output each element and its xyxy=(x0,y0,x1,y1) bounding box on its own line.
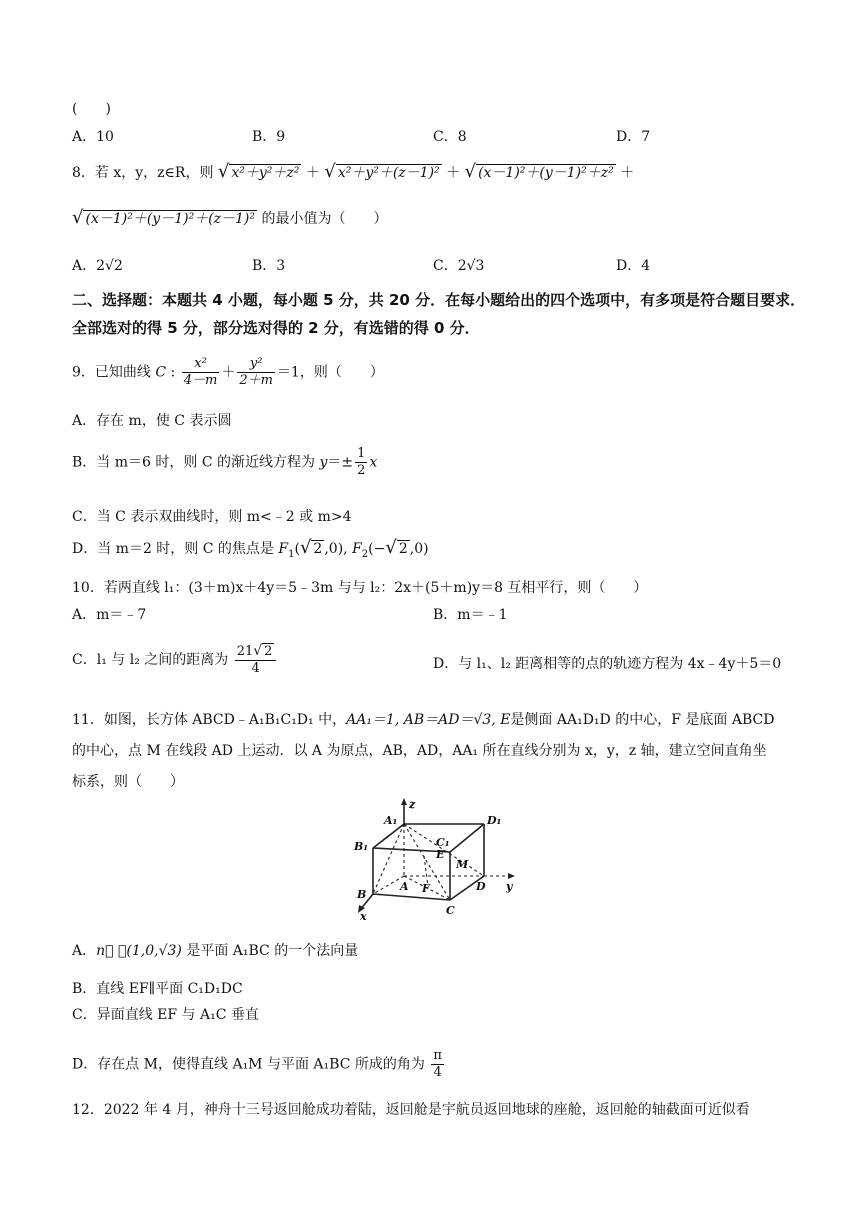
q8-stem-line1: 8．若 x，y，z∈R，则 √ x²＋y²＋z² ＋ √ x²＋y²＋(z－1)² ＋ √ (x－1)²＋(y－1)²＋z² ＋ xyxy=(72,161,635,182)
fig-label-c: C xyxy=(446,904,455,917)
fig-label-b1: B₁ xyxy=(354,840,369,853)
section2-heading: 二、选择题：本题共 4 小题，每小题 5 分，共 20 分．在每小题给出的四个选项中，有多项是符合题目要求．全部选对的得 5 分，部分选对得的 2 分，有选错的得 0 分． xyxy=(72,291,806,337)
q8-option-b: B．3 xyxy=(252,258,286,274)
q10-stem: 10．若两直线 l₁：(3＋m)x＋4y＝5﹣3m 与与 l₂：2x＋(5＋m)y＝8 互相平行，则（ ） xyxy=(72,580,648,596)
q9-stem: 9．已知曲线 C : $\frac{\text{x²}}{4-m}$ ＋ $\frac{\text{y²}}{2+m}$ ＝1，则（ ） xyxy=(72,356,384,388)
q7-bracket: ( ) xyxy=(72,101,111,117)
q11-cuboid-figure xyxy=(340,796,530,920)
q11-option-b: B．直线 EF∥平面 C₁D₁DC xyxy=(72,981,243,997)
q10-option-b: B．m＝﹣1 xyxy=(433,607,508,623)
fig-label-d1: D₁ xyxy=(487,814,502,827)
q9-option-a: A．存在 m，使 C 表示圆 xyxy=(72,413,232,429)
fig-label-m: M xyxy=(456,858,469,871)
fig-label-a1: A₁ xyxy=(384,814,398,827)
q10-option-c: C．l₁ 与 l₂ 之间的距离为 $\frac{21√ 2}{4}$ xyxy=(72,643,278,677)
fig-label-a: A xyxy=(400,880,409,893)
q11-option-c: C．异面直线 EF 与 A₁C 垂直 xyxy=(72,1007,259,1023)
q9-option-d: D．当 m＝2 时，则 C 的焦点是 $F_1(√$ 2 ,0), $F_2(-√$ 2 ,0) xyxy=(72,537,429,560)
q11-stem-line1: 11．如图，长方体 ABCD﹣A₁B₁C₁D₁ 中，AA₁＝1, AB＝AD＝√3, E是侧面 AA₁D₁D 的中心，F 是底面 ABCD xyxy=(72,712,775,728)
q12-stem: 12．2022 年 4 月，神舟十三号返回舱成功着陆，返回舱是宇航员返回地球的座舱，返回舱的轴截面可近似看 xyxy=(72,1102,750,1118)
q9-option-b: B．当 m＝6 时，则 C 的渐近线方程为 y＝± $\frac{1}{2}$ x xyxy=(72,446,378,478)
q7-option-a: A．10 xyxy=(72,129,114,145)
q8-option-c: C．2√3 xyxy=(433,258,485,274)
q11-option-a: A．n⃗ ＝(1,0,√3) 是平面 A₁BC 的一个法向量 xyxy=(72,943,359,959)
q10-option-a: A．m＝﹣7 xyxy=(72,607,147,623)
q11-stem-line2: 的中心，点 M 在线段 AD 上运动．以 A 为原点，AB，AD，AA₁ 所在直线分别为 x，y，z 轴，建立空间直角坐 xyxy=(72,743,767,759)
q8-option-a: A．2√2 xyxy=(72,258,123,274)
q10-option-d: D．与 l₁、l₂ 距离相等的点的轨迹方程为 4x﹣4y＋5＝0 xyxy=(433,656,782,672)
y-axis-arrow-icon xyxy=(508,873,515,879)
fig-label-x: x xyxy=(360,910,367,920)
q8-option-d: D．4 xyxy=(616,258,651,274)
q11-stem-line3: 标系，则（ ） xyxy=(72,774,184,790)
fig-label-z: z xyxy=(409,798,416,811)
fig-label-y: y xyxy=(506,880,513,893)
fig-label-c1: C₁ xyxy=(436,836,450,849)
z-axis-arrow-icon xyxy=(401,798,407,805)
fig-label-f: F xyxy=(422,882,430,895)
q7-option-d: D．7 xyxy=(616,129,651,145)
fig-label-b: B xyxy=(357,888,367,901)
fig-label-d: D xyxy=(476,880,486,893)
fig-label-e: E xyxy=(436,848,445,861)
q8-expression-part2: √ (x－1)²＋(y－1)²＋(z－1)² xyxy=(72,207,255,228)
q8-expression-part1: √ x²＋y²＋z² ＋ √ x²＋y²＋(z－1)² ＋ √ (x－1)²＋(y－1)²＋z² ＋ xyxy=(217,161,635,182)
q11-option-d: D．存在点 M，使得直线 A₁M 与平面 A₁BC 所成的角为 $\frac{\pi}{4}$ xyxy=(72,1048,442,1080)
q7-option-c: C．8 xyxy=(433,129,467,145)
q7-option-b: B．9 xyxy=(252,129,286,145)
q8-stem-line2: √ (x－1)²＋(y－1)²＋(z－1)² 的最小值为（ ） xyxy=(72,207,388,228)
q9-option-c: C．当 C 表示双曲线时，则 m<﹣2 或 m>4 xyxy=(72,509,352,525)
